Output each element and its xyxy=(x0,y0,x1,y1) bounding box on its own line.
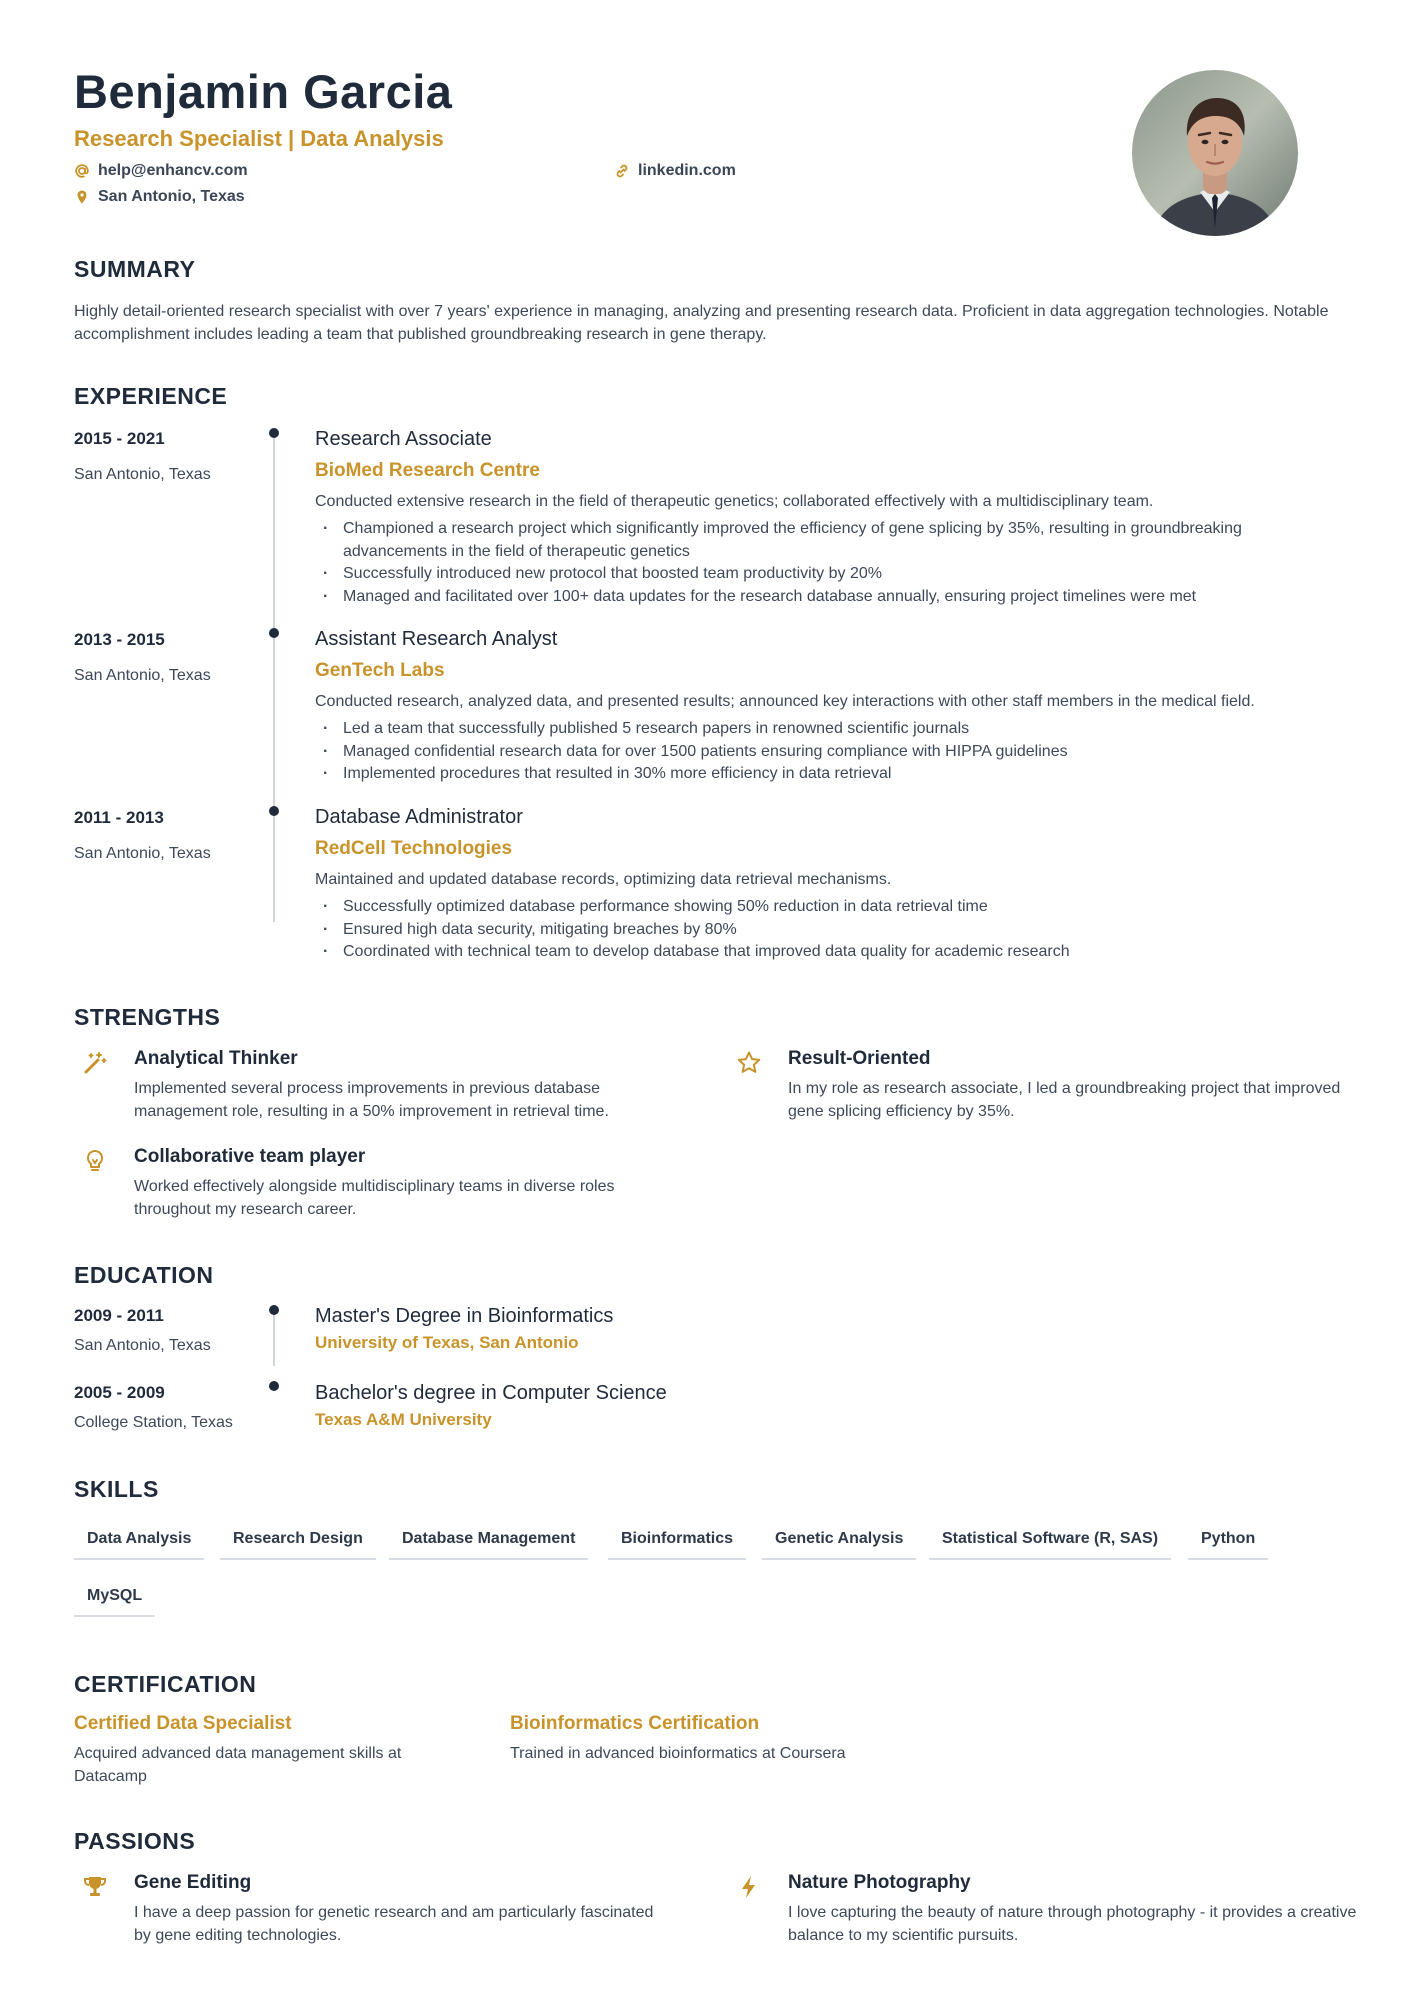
job-company: BioMed Research Centre xyxy=(315,460,540,481)
list-item: · Successfully introduced new protocol that boosted team productivity by 20% xyxy=(315,563,1335,586)
education-dates: 2009 - 2011 xyxy=(74,1306,164,1325)
timeline-dot xyxy=(269,1381,279,1391)
education-location: San Antonio, Texas xyxy=(74,1337,211,1354)
job-role: Research Associate xyxy=(315,428,492,450)
job-company: RedCell Technologies xyxy=(315,838,513,859)
job-location: San Antonio, Texas xyxy=(74,667,211,684)
education-heading: EDUCATION xyxy=(74,1262,214,1288)
passion-text: I love capturing the beauty of nature through photography - it provides a creative balance to my scientific pursuits. xyxy=(788,1904,1357,1944)
list-item: · Successfully optimized database performance showing 50% reduction in data retrieval time xyxy=(315,896,1335,919)
job-achievements xyxy=(315,718,1335,786)
certification-heading: CERTIFICATION xyxy=(74,1671,257,1697)
strength-text: Worked effectively alongside multidisciplinary teams in diverse roles throughout my research career. xyxy=(134,1178,615,1218)
certification-title: Bioinformatics Certification xyxy=(510,1713,760,1734)
skill-tag: Research Design xyxy=(220,1530,376,1560)
education-degree: Bachelor's degree in Computer Science xyxy=(315,1382,667,1404)
summary-text: Highly detail-oriented research specialist with over 7 years' experience in managing, analyzing and presenting research data. Proficient in data aggregation technologies. Notable accomplishment includes leading a team that published groundbreaking research in gene therapy. xyxy=(74,303,1329,343)
timeline-dot xyxy=(269,806,279,816)
strength-text: In my role as research associate, I led a groundbreaking project that improved gene splicing efficiency by 35%. xyxy=(788,1080,1341,1120)
education-location: College Station, Texas xyxy=(74,1414,233,1431)
job-dates: 2015 - 2021 xyxy=(74,429,165,448)
skill-tag: Genetic Analysis xyxy=(762,1530,916,1560)
list-item: · Implemented procedures that resulted in 30% more efficiency in data retrieval xyxy=(315,763,1335,786)
list-item: · Led a team that successfully published 5 research papers in renowned scientific journals xyxy=(315,718,1335,741)
lightning-icon xyxy=(736,1874,762,1900)
list-item: · Ensured high data security, mitigating breaches by 80% xyxy=(315,919,1335,942)
summary-heading: SUMMARY xyxy=(74,256,196,282)
skill-tag: Statistical Software (R, SAS) xyxy=(929,1530,1171,1560)
education-timeline-line xyxy=(273,1310,275,1366)
list-item: · Coordinated with technical team to develop database that improved data quality for academic research xyxy=(315,941,1335,964)
link-icon xyxy=(614,163,630,179)
job-dates: 2011 - 2013 xyxy=(74,808,164,827)
email-contact[interactable] xyxy=(74,162,248,180)
skills-heading: SKILLS xyxy=(74,1476,159,1502)
passion-title: Gene Editing xyxy=(134,1872,252,1893)
experience-heading: EXPERIENCE xyxy=(74,383,228,409)
strength-title: Result-Oriented xyxy=(788,1048,931,1069)
passion-text: I have a deep passion for genetic research and am particularly fascinated by gene editing technologies. xyxy=(134,1904,654,1944)
header xyxy=(74,64,1336,244)
skill-tag: Bioinformatics xyxy=(608,1530,746,1560)
job-role: Assistant Research Analyst xyxy=(315,628,558,650)
skill-tag: MySQL xyxy=(74,1587,155,1617)
linkedin-contact[interactable] xyxy=(614,162,736,180)
timeline-dot xyxy=(269,1305,279,1315)
job-dates: 2013 - 2015 xyxy=(74,630,165,649)
job-achievements xyxy=(315,518,1335,608)
profile-photo xyxy=(1132,70,1298,236)
passion-title: Nature Photography xyxy=(788,1872,971,1893)
star-icon xyxy=(736,1050,762,1076)
job-role: Database Administrator xyxy=(315,806,523,828)
candidate-name: Benjamin Garcia xyxy=(74,65,453,118)
map-pin-icon xyxy=(74,189,90,205)
magic-wand-icon xyxy=(82,1050,108,1076)
trophy-icon xyxy=(82,1874,108,1900)
job-description: Conducted research, analyzed data, and presented results; announced key interactions with other staff members in the medical field. xyxy=(315,693,1255,710)
location-text: San Antonio, Texas xyxy=(98,188,245,205)
candidate-title: Research Specialist | Data Analysis xyxy=(74,126,444,151)
job-description: Maintained and updated database records, optimizing data retrieval mechanisms. xyxy=(315,871,892,888)
email-text: help@enhancv.com xyxy=(98,162,248,179)
skill-tag: Python xyxy=(1188,1530,1268,1560)
skill-tag: Data Analysis xyxy=(74,1530,204,1560)
list-item: · Championed a research project which significantly improved the efficiency of gene splicing by 35%, resulting in groundbreaking advancements in the field of therapeutic genetics xyxy=(315,518,1335,563)
strength-title: Collaborative team player xyxy=(134,1146,366,1167)
job-achievements xyxy=(315,896,1335,964)
skill-tag: Database Management xyxy=(389,1530,588,1560)
strength-title: Analytical Thinker xyxy=(134,1048,298,1069)
strengths-heading: STRENGTHS xyxy=(74,1004,221,1030)
job-location: San Antonio, Texas xyxy=(74,845,211,862)
education-school: University of Texas, San Antonio xyxy=(315,1333,579,1352)
certification-text: Acquired advanced data management skills at Datacamp xyxy=(74,1745,402,1785)
certification-text: Trained in advanced bioinformatics at Coursera xyxy=(510,1745,846,1762)
linkedin-text: linkedin.com xyxy=(638,162,736,179)
list-item: · Managed and facilitated over 100+ data updates for the research database annually, ensuring project timelines were met xyxy=(315,586,1335,609)
location-contact xyxy=(74,188,245,206)
education-degree: Master's Degree in Bioinformatics xyxy=(315,1305,614,1327)
education-dates: 2005 - 2009 xyxy=(74,1383,165,1402)
strength-text: Implemented several process improvements in previous database management role, resulting in a 50% improvement in retrieval time. xyxy=(134,1080,609,1120)
job-location: San Antonio, Texas xyxy=(74,466,211,483)
timeline-dot xyxy=(269,428,279,438)
education-school: Texas A&M University xyxy=(315,1410,492,1429)
at-icon xyxy=(74,163,90,179)
lightbulb-icon xyxy=(82,1148,108,1174)
timeline-dot xyxy=(269,628,279,638)
list-item: · Managed confidential research data for over 1500 patients ensuring compliance with HIPPA guidelines xyxy=(315,741,1335,764)
job-description: Conducted extensive research in the field of therapeutic genetics; collaborated effectively with a multidisciplinary team. xyxy=(315,493,1154,510)
experience-timeline-line xyxy=(273,432,275,922)
job-company: GenTech Labs xyxy=(315,660,445,681)
certification-title: Certified Data Specialist xyxy=(74,1713,292,1734)
passions-heading: PASSIONS xyxy=(74,1828,196,1854)
